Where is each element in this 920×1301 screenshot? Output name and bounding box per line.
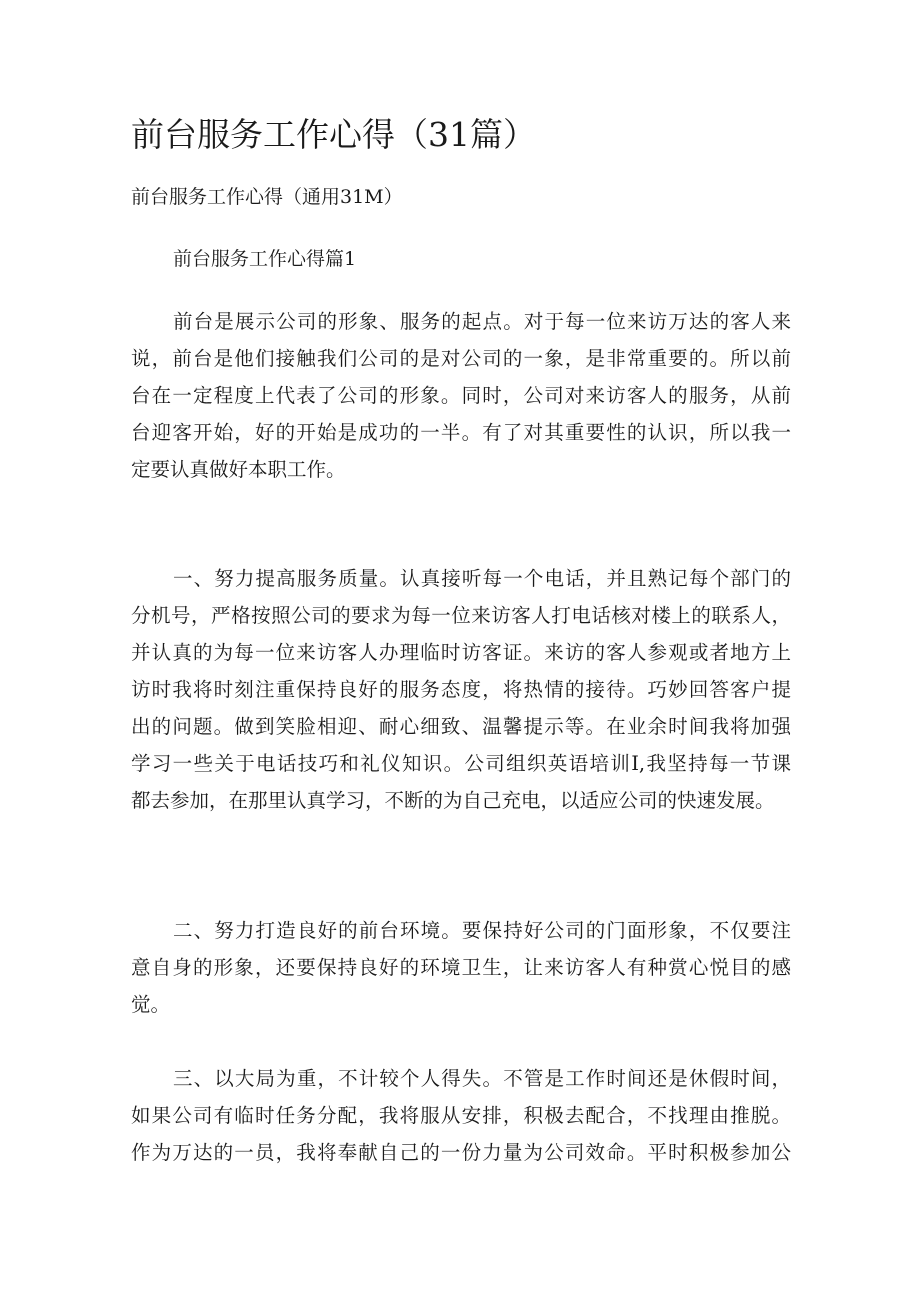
paragraph-line: 意自身的形象，还要保持良好的环境卫生，让来访客人有种赏心悦目的感 — [131, 956, 791, 979]
paragraph-line: 一、努力提高服务质量。认真接听每一个电话，并且熟记每个部门的 — [173, 567, 791, 590]
paragraph-environment — [131, 912, 791, 1023]
paragraph-line: 台迎客开始，好的开始是成功的一半。有了对其重要性的认识，所以我一 — [131, 421, 791, 444]
document-title: 前台服务工作心得（31篇） — [131, 115, 536, 154]
paragraph-intro — [131, 303, 791, 488]
paragraph-line: 二、努力打造良好的前台环境。要保持好公司的门面形象，不仅要注 — [173, 919, 791, 942]
paragraph-line: 并认真的为每一位来访客人办理临时访客证。来访的客人参观或者地方上 — [131, 641, 791, 664]
paragraph-big-picture — [131, 1060, 791, 1171]
paragraph-service-quality — [131, 560, 791, 819]
paragraph-line: 分机号，严格按照公司的要求为每一位来访客人打电话核对楼上的联系人， — [131, 604, 791, 627]
paragraph-line: 都去参加，在那里认真学习，不断的为自己充电，以适应公司的快速发展。 — [131, 789, 775, 812]
paragraph-line: 三、以大局为重，不计较个人得失。不管是工作时间还是休假时间， — [173, 1067, 791, 1090]
paragraph-line: 学习一些关于电话技巧和礼仪知识。公司组织英语培训I,我坚持每一节课 — [131, 752, 791, 775]
section-heading: 前台服务工作心得篇1 — [173, 248, 357, 270]
paragraph-line: 前台是展示公司的形象、服务的起点。对于每一位来访万达的客人来 — [173, 310, 791, 333]
paragraph-line: 觉。 — [131, 993, 171, 1016]
paragraph-line: 出的问题。做到笑脸相迎、耐心细致、温馨提示等。在业余时间我将加强 — [131, 715, 791, 738]
paragraph-line: 作为万达的一员，我将奉献自己的一份力量为公司效命。平时积极参加公 — [131, 1141, 791, 1164]
paragraph-line: 访时我将时刻注重保持良好的服务态度，将热情的接待。巧妙回答客户提 — [131, 678, 791, 701]
paragraph-line: 如果公司有临时任务分配，我将服从安排，积极去配合，不找理由推脱。 — [131, 1104, 791, 1127]
paragraph-line: 台在一定程度上代表了公司的形象。同时，公司对来访客人的服务，从前 — [131, 384, 791, 407]
paragraph-line: 定要认真做好本职工作。 — [131, 458, 346, 481]
paragraph-line: 说，前台是他们接触我们公司的是对公司的一象，是非常重要的。所以前 — [131, 347, 791, 370]
document-subtitle: 前台服务工作心得（通用31M） — [131, 186, 403, 208]
